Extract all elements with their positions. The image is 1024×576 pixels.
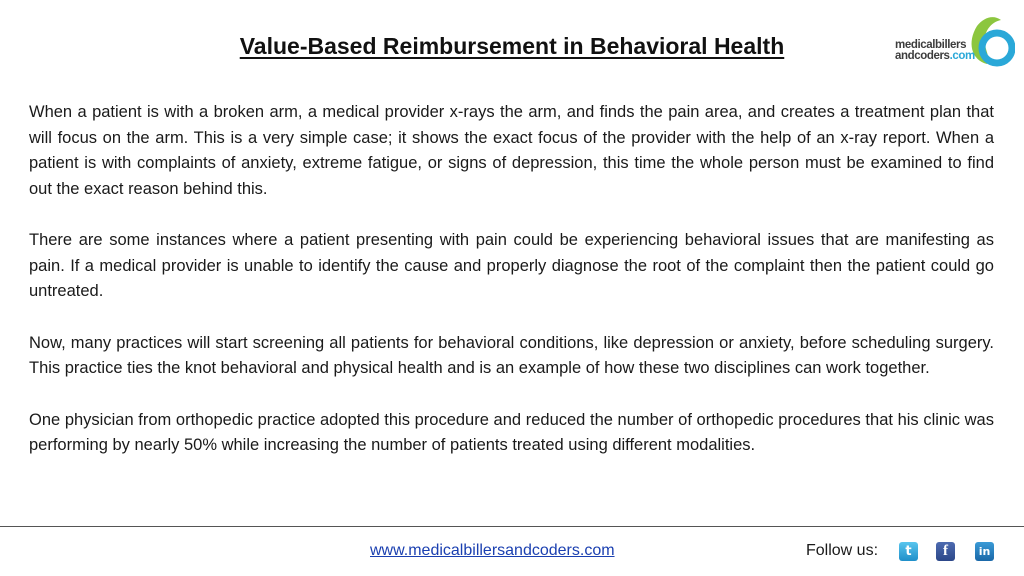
twitter-icon[interactable]: t [899, 542, 918, 561]
logo-suffix: .com [949, 50, 975, 62]
page-title: Value-Based Reimbursement in Behavioral Health [239, 33, 785, 59]
paragraph-4: One physician from orthopedic practice adopted this procedure and reduced the number of orthopedic procedures that his clinic was performing by nearly 50% while increasing the number of patients treated using different modalities. [29, 410, 994, 454]
follow-us-label: Follow us: [806, 542, 879, 559]
company-logo [893, 12, 1015, 74]
logo-line-2: andcoders [895, 50, 950, 62]
website-link[interactable]: www.medicalbillersandcoders.com [370, 542, 615, 559]
body-content [29, 100, 994, 485]
logo-wordmark [895, 40, 975, 62]
facebook-icon[interactable]: f [936, 542, 955, 561]
logo-line-1: medicalbillers [895, 39, 967, 51]
linkedin-icon[interactable]: in [975, 542, 994, 561]
paragraph-1: When a patient is with a broken arm, a medical provider x-rays the arm, and finds the pain area, and creates a treatment plan that will focus on the arm. This is a very simple case; it shows the exact focus of the provider with the help of an x-ray report. When a patient is with complaints of anxiety, extreme fatigue, or signs of depression, this time the whole person must be examined to find out the exact reason behind this. [29, 103, 994, 198]
paragraph-3: Now, many practices will start screening all patients for behavioral conditions, like depression or anxiety, before scheduling surgery. This practice ties the knot behavioral and physical health and is an example of how these two disciplines can work together. [29, 333, 994, 377]
paragraph-2: There are some instances where a patient presenting with pain could be experiencing behavioral issues that are manifesting as pain. If a medical provider is unable to identify the cause and properly diagnose the root of the complaint then the patient could go untreated. [29, 231, 994, 300]
footer-divider [0, 526, 1024, 527]
